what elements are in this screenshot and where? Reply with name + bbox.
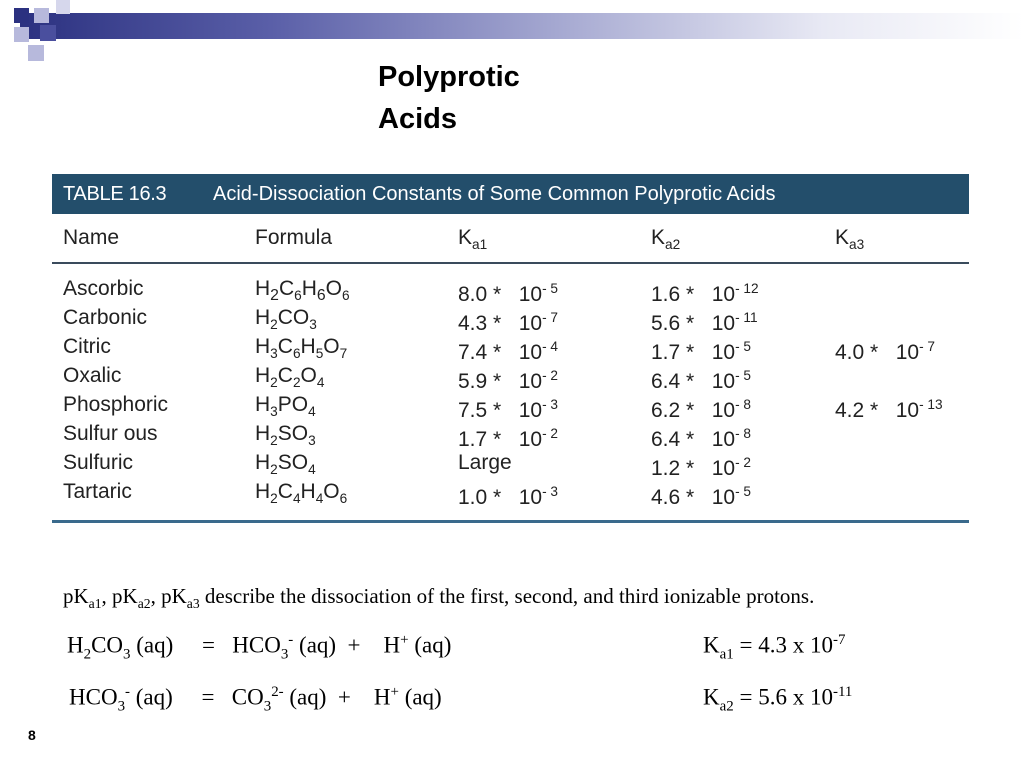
ka2-subscript: a2 bbox=[665, 237, 681, 253]
table-row bbox=[52, 361, 969, 393]
k-value: $4.2 * 10^{- 13}$ bbox=[835, 397, 943, 422]
header-decoration bbox=[0, 0, 1024, 64]
table-row bbox=[52, 274, 969, 306]
table-row bbox=[52, 303, 969, 335]
separator: , bbox=[101, 584, 113, 608]
acid-formula: $H_2C_4H_4O_6$ bbox=[255, 480, 348, 507]
acid-name: Carbonic bbox=[63, 306, 148, 329]
table-header-bar bbox=[52, 174, 969, 214]
acid-name: Sulfuric bbox=[63, 451, 134, 474]
k-value: Large bbox=[458, 451, 512, 474]
k-value: $1.0 * 10^{- 3}$ bbox=[458, 484, 558, 509]
acid-name: Citric bbox=[63, 335, 111, 358]
k-value: $6.4 * 10^{- 5}$ bbox=[651, 368, 751, 393]
col-header-ka3 bbox=[835, 226, 864, 252]
decor-square bbox=[40, 25, 56, 41]
k-value: $8.0 * 10^{- 5}$ bbox=[458, 281, 558, 306]
ka3-subscript: a3 bbox=[849, 237, 865, 253]
k-value: $1.7 * 10^{- 5}$ bbox=[651, 339, 751, 364]
col-header-name: Name bbox=[63, 226, 120, 249]
k-letter: K bbox=[835, 226, 850, 249]
acid-formula: $H_2C_2O_4$ bbox=[255, 364, 325, 391]
pk-sub-a1: a1 bbox=[88, 596, 102, 612]
k-value: $4.3 * 10^{- 7}$ bbox=[458, 310, 558, 335]
k-value: $5.6 * 10^{- 11}$ bbox=[651, 310, 758, 335]
pk-label: pK bbox=[112, 584, 138, 608]
slide-title bbox=[378, 56, 678, 140]
k-value: $6.2 * 10^{- 8}$ bbox=[651, 397, 751, 422]
table-row bbox=[52, 448, 969, 480]
title-line-1: Polyprotic bbox=[378, 61, 520, 93]
table-label: TABLE 16.3 bbox=[63, 182, 167, 205]
header-gradient-bar bbox=[20, 13, 1024, 39]
k-value: $1.7 * 10^{- 2}$ bbox=[458, 426, 558, 451]
equation-1-constant: $K_{a1} = 4.3$ x $10^{-7}$ bbox=[703, 632, 846, 663]
acid-name: Phosphoric bbox=[63, 393, 169, 416]
pk-label: pK bbox=[161, 584, 187, 608]
table-row bbox=[52, 332, 969, 364]
col-header-ka2 bbox=[651, 226, 680, 252]
page-number: 8 bbox=[28, 727, 36, 743]
table-row bbox=[52, 419, 969, 451]
ka1-subscript: a1 bbox=[472, 237, 488, 253]
pka-description bbox=[63, 584, 814, 612]
equation-1: $H_2CO_3$ (aq) = $HCO_3^-$ (aq) + H+ (aq) bbox=[67, 632, 452, 663]
decor-square bbox=[14, 8, 29, 23]
k-value: $6.4 * 10^{- 8}$ bbox=[651, 426, 751, 451]
table-caption: Acid-Dissociation Constants of Some Common Polyprotic Acids bbox=[213, 182, 776, 205]
acid-formula: $H_2SO_3$ bbox=[255, 422, 316, 449]
separator: , bbox=[150, 584, 162, 608]
k-value: $4.0 * 10^{- 7}$ bbox=[835, 339, 935, 364]
pk-sub-a3: a3 bbox=[186, 596, 200, 612]
k-value: $7.4 * 10^{- 4}$ bbox=[458, 339, 558, 364]
col-header-formula: Formula bbox=[255, 226, 333, 249]
table-row bbox=[52, 390, 969, 422]
table-row bbox=[52, 477, 969, 509]
acid-formula: $H_2SO_4$ bbox=[255, 451, 316, 478]
acid-name: Tartaric bbox=[63, 480, 132, 503]
acid-name: Oxalic bbox=[63, 364, 122, 387]
pka-description-text: describe the dissociation of the first, second, and third ionizable protons. bbox=[199, 584, 815, 608]
table-column-headers bbox=[52, 214, 969, 264]
k-value: $1.2 * 10^{- 2}$ bbox=[651, 455, 751, 480]
k-value: $1.6 * 10^{- 12}$ bbox=[651, 281, 759, 306]
acid-formula: $H_2C_6H_6O_6$ bbox=[255, 277, 350, 305]
pk-label: pK bbox=[63, 584, 89, 608]
decor-square bbox=[34, 8, 49, 23]
pk-sub-a2: a2 bbox=[137, 596, 151, 612]
acid-formula: $H_3PO_4$ bbox=[255, 393, 316, 420]
acid-name: Ascorbic bbox=[63, 277, 144, 300]
k-value: $7.5 * 10^{- 3}$ bbox=[458, 397, 558, 422]
acid-formula: $H_3C_6H_5O_7$ bbox=[255, 335, 348, 362]
acid-name: Sulfur ous bbox=[63, 422, 158, 445]
k-letter: K bbox=[651, 226, 666, 249]
equation-2-constant: $K_{a2} = 5.6$ x $10^{-11}$ bbox=[703, 684, 853, 715]
table-body bbox=[52, 264, 969, 523]
decor-square bbox=[28, 45, 44, 61]
decor-square bbox=[56, 0, 70, 14]
decor-square bbox=[14, 27, 29, 42]
k-value: $4.6 * 10^{- 5}$ bbox=[651, 484, 751, 509]
col-header-ka1 bbox=[458, 226, 487, 252]
acid-formula: $H_2CO_3$ bbox=[255, 306, 317, 333]
title-line-2: Acids bbox=[378, 103, 457, 135]
equation-2: $HCO_3^-$ (aq) = $CO_3^{2-}$ (aq) + H+ (aq) bbox=[69, 684, 442, 715]
k-value: $5.9 * 10^{- 2}$ bbox=[458, 368, 558, 393]
acid-table bbox=[52, 174, 969, 523]
k-letter: K bbox=[458, 226, 473, 249]
